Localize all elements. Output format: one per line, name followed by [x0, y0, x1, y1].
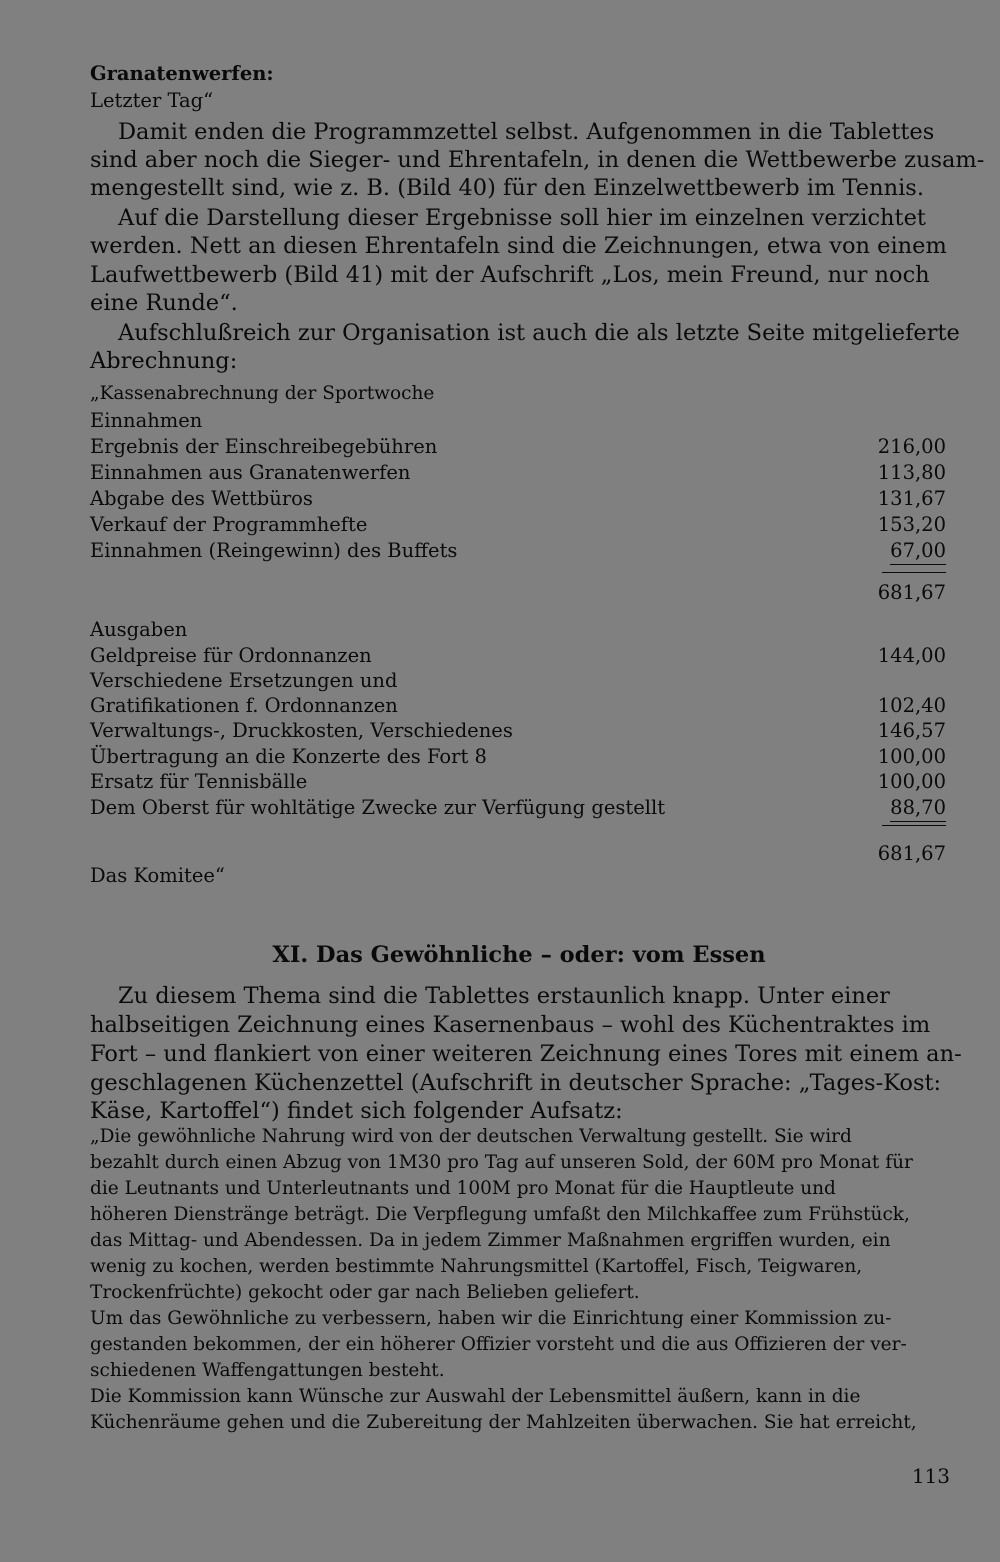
row-value: 146,57 [877, 719, 946, 742]
text-line: Laufwettbewerb (Bild 41) mit der Aufschrift „Los, mein Freund, nur noch [90, 262, 930, 288]
row-label: Dem Oberst für wohltätige Zwecke zur Verfügung gestellt [90, 796, 666, 819]
quote-line: die Leutnants und Unterleutnants und 100M pro Monat für die Hauptleute und [90, 1178, 836, 1199]
expense-row [90, 721, 946, 741]
section-heading: XI. Das Gewöhnliche – oder: vom Essen [272, 942, 766, 968]
income-heading: Einnahmen [90, 409, 203, 432]
quote-line: Die Kommission kann Wünsche zur Auswahl der Lebensmittel äußern, kann in die [90, 1386, 861, 1407]
row-label: Übertragung an die Konzerte des Fort 8 [90, 745, 487, 768]
page-number: 113 [911, 1464, 950, 1488]
expense-total: 681,67 [877, 842, 946, 865]
quote-line: bezahlt durch einen Abzug von 1M30 pro Tag auf unseren Sold, der 60M pro Monat für [90, 1152, 913, 1173]
row-label: Ersatz für Tennisbälle [90, 770, 308, 793]
text-line: sind aber noch die Sieger- und Ehrentafeln, in denen die Wettbewerbe zusam- [90, 147, 985, 173]
row-label: Ergebnis der Einschreibegebühren [90, 435, 438, 458]
expense-row [90, 696, 946, 716]
expense-row [90, 646, 946, 666]
intro-heading: Granatenwerfen: [90, 62, 274, 85]
quote-line: das Mittag- und Abendessen. Da in jedem Zimmer Maßnahmen ergriffen wurden, ein [90, 1230, 891, 1251]
income-total: 681,67 [877, 581, 946, 604]
row-label: Einnahmen (Reingewinn) des Buffets [90, 539, 458, 562]
text-line: Fort – und flankiert von einer weiteren Zeichnung eines Tores mit einem an- [90, 1041, 962, 1067]
row-value: 102,40 [877, 694, 946, 717]
expense-total-row [90, 844, 946, 864]
quote-line: gestanden bekommen, der ein höherer Offizier vorsteht und die aus Offizieren der ver- [90, 1334, 907, 1355]
quote-line: wenig zu kochen, werden bestimmte Nahrungsmittel (Kartoffel, Fisch, Teigwaren, [90, 1256, 863, 1277]
quote-line: Küchenräume gehen und die Zubereitung der Mahlzeiten überwachen. Sie hat erreicht, [90, 1412, 917, 1433]
text-line: halbseitigen Zeichnung eines Kasernenbaus – wohl des Küchentraktes im [90, 1012, 931, 1038]
text-line: Zu diesem Thema sind die Tablettes erstaunlich knapp. Unter einer [118, 983, 890, 1009]
text-line: geschlagenen Küchenzettel (Aufschrift in deutscher Sprache: „Tages-Kost: [90, 1070, 942, 1096]
row-label: Gratifikationen f. Ordonnanzen [90, 694, 398, 717]
expense-row [90, 671, 946, 691]
text-line: Käse, Kartoffel“) findet sich folgender Aufsatz: [90, 1098, 623, 1124]
quote-line: Trockenfrüchte) gekocht oder gar nach Belieben geliefert. [90, 1282, 640, 1303]
row-label: Verkauf der Programmhefte [90, 513, 368, 536]
expense-heading: Ausgaben [90, 618, 188, 641]
income-total-row [90, 583, 946, 603]
text-line: Damit enden die Programmzettel selbst. Aufgenommen in die Tablettes [118, 119, 935, 145]
row-value: 67,00 [890, 541, 946, 565]
income-row [90, 463, 946, 483]
quote-line: schiedenen Waffengattungen besteht. [90, 1360, 445, 1381]
row-value: 100,00 [877, 770, 946, 793]
row-label: Verwaltungs-, Druckkosten, Verschiedenes [90, 719, 513, 742]
row-value: 153,20 [877, 513, 946, 536]
accounting-title: „Kassenabrechnung der Sportwoche [90, 383, 435, 404]
row-value: 113,80 [877, 461, 946, 484]
intro-line: Letzter Tag“ [90, 89, 214, 112]
income-row [90, 437, 946, 457]
expense-row [90, 772, 946, 792]
quote-line: Um das Gewöhnliche zu verbessern, haben wir die Einrichtung einer Kommission zu- [90, 1308, 892, 1329]
row-label: Abgabe des Wettbüros [90, 487, 313, 510]
text-line: Aufschlußreich zur Organisation ist auch die als letzte Seite mitgelieferte [118, 320, 960, 346]
income-row [90, 541, 946, 565]
text-line: eine Runde“. [90, 290, 238, 316]
income-row [90, 489, 946, 509]
row-value: 144,00 [877, 644, 946, 667]
quote-line: höheren Dienstränge beträgt. Die Verpflegung umfaßt den Milchkaffee zum Frühstück, [90, 1204, 910, 1225]
expense-row [90, 747, 946, 767]
row-label: Verschiedene Ersetzungen und [90, 669, 398, 692]
expense-row [90, 798, 946, 822]
text-line: mengestellt sind, wie z. B. (Bild 40) für den Einzelwettbewerb im Tennis. [90, 175, 924, 201]
row-value: 131,67 [877, 487, 946, 510]
row-value: 100,00 [877, 745, 946, 768]
text-line: Auf die Darstellung dieser Ergebnisse soll hier im einzelnen verzichtet [118, 205, 926, 231]
quote-line: „Die gewöhnliche Nahrung wird von der deutschen Verwaltung gestellt. Sie wird [90, 1126, 852, 1147]
row-label: Geldpreise für Ordonnanzen [90, 644, 372, 667]
sum-rule [882, 572, 946, 573]
income-row [90, 515, 946, 535]
text-line: Abrechnung: [90, 348, 238, 374]
signature: Das Komitee“ [90, 864, 225, 887]
row-value: 88,70 [890, 798, 946, 822]
row-label: Einnahmen aus Granatenwerfen [90, 461, 411, 484]
text-line: werden. Nett an diesen Ehrentafeln sind die Zeichnungen, etwa von einem [90, 233, 947, 259]
sum-rule [882, 825, 946, 826]
row-value: 216,00 [877, 435, 946, 458]
